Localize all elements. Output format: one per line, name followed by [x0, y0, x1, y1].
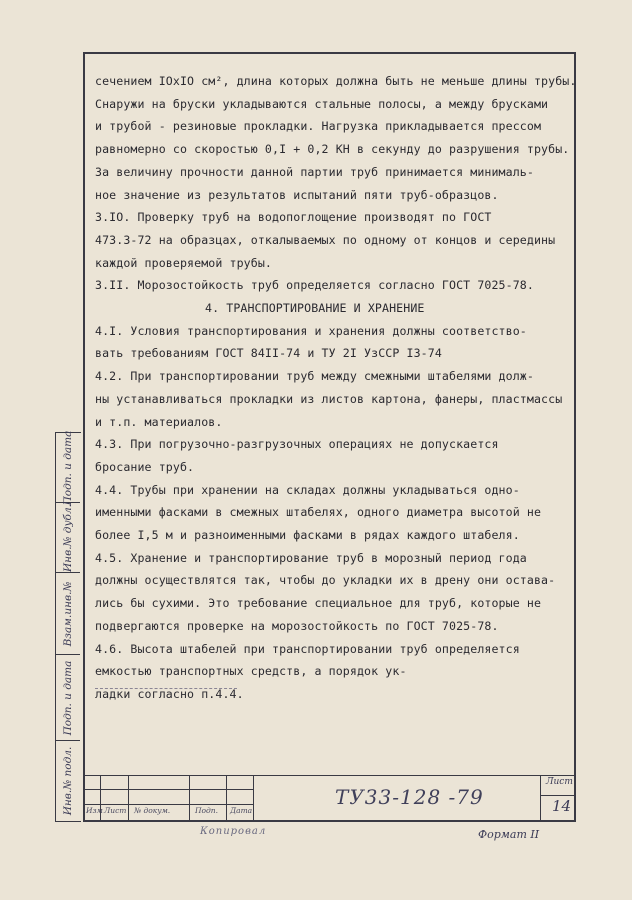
section-heading: 4. ТРАНСПОРТИРОВАНИЕ И ХРАНЕНИЕ — [205, 301, 425, 316]
text-line: должны осуществлятся так, чтобы до укладки их в дрену они остава- — [95, 573, 556, 588]
text-line: лись бы сухими. Это требование специальное для труб, которые не — [95, 596, 542, 611]
title-block-line — [83, 804, 253, 805]
text-line: За величину прочности данной партии труб принимается минималь- — [95, 164, 534, 179]
title-block-line — [128, 775, 129, 822]
text-line: подвергаются проверке на морозостойкость по ГОСТ 7025-78. — [95, 618, 499, 633]
blank-underline — [95, 688, 237, 689]
sheet-number: 14 — [552, 797, 572, 815]
text-line: каждой проверяемой трубы. — [95, 255, 273, 270]
sheet-label: Лист — [546, 777, 573, 787]
text-line: бросание труб. — [95, 459, 195, 474]
side-stamp-label: Подп. и дата — [62, 430, 74, 505]
side-stamp-cell — [56, 430, 80, 505]
title-block-col: Дата — [230, 806, 253, 815]
text-line: 4.5. Хранение и транспортирование труб в морозный период года — [95, 550, 527, 565]
title-block-line — [253, 775, 254, 822]
title-block-col: Лист — [104, 806, 127, 815]
text-line: ны устанавливаться прокладки из листов картона, фанеры, пластмассы — [95, 391, 563, 406]
body-text — [95, 70, 577, 706]
copied-by-label: Копировал — [200, 826, 267, 837]
text-line: именными фасками в смежных штабелях, одного диаметра высотой не — [95, 505, 542, 520]
text-line: 3.IO. Проверку труб на водопоглощение производят по ГОСТ — [95, 210, 492, 225]
text-line: 473.3-72 на образцах, откалываемых по одному от концов и середины — [95, 232, 556, 247]
title-block-line — [189, 775, 190, 822]
side-stamp-label: Подп. и дата — [62, 660, 74, 735]
document-code: ТУ33-128 -79 — [335, 785, 484, 809]
title-block-line — [540, 795, 576, 796]
text-line: более I,5 м и разноименными фасками в рядах каждого штабеля. — [95, 528, 520, 543]
text-line: равномерно со скоростью 0,I + 0,2 КН в секунду до разрушения трубы. — [95, 142, 570, 157]
title-block-line — [226, 775, 227, 822]
text-line: ное значение из результатов испытаний пяти труб-образцов. — [95, 187, 499, 202]
side-stamp-label: Инв.№ подл. — [62, 746, 74, 816]
text-line: и т.п. материалов. — [95, 414, 223, 429]
text-line: 4.6. Высота штабелей при транспортировании труб определяется — [95, 641, 520, 656]
title-block-line — [83, 775, 576, 776]
text-line: емкостью транспортных средств, а порядок ук- — [95, 664, 407, 679]
side-stamp-cell — [56, 655, 80, 741]
title-block-col: № докум. — [134, 806, 171, 815]
text-line: 4.I. Условия транспортирования и хранения должны соответство- — [95, 323, 527, 338]
side-stamp-label: Взам.инв.№ — [62, 581, 74, 646]
side-stamp-label: Инв.№ дубл. — [62, 503, 74, 572]
text-line: ладки согласно п.4.4. — [95, 686, 244, 701]
side-stamp-cell — [56, 503, 80, 573]
side-stamp-cell — [56, 573, 80, 655]
text-line: 3.II. Морозостойкость труб определяется согласно ГОСТ 7025-78. — [95, 278, 534, 293]
text-line: 4.2. При транспортировании труб между смежными штабелями долж- — [95, 369, 534, 384]
text-line: 4.4. Трубы при хранении на складах должны укладываться одно- — [95, 482, 520, 497]
side-stamp — [55, 432, 81, 822]
title-block-line — [540, 775, 541, 822]
text-line: вать требованиям ГОСТ 84II-74 и ТУ 2I УзССР I3-74 — [95, 346, 442, 361]
text-line: 4.3. При погрузочно-разгрузочных операциях не допускается — [95, 437, 499, 452]
title-block-col: Подп. — [195, 806, 219, 815]
title-block-line — [83, 789, 253, 790]
format-label: Формат II — [478, 828, 540, 841]
side-stamp-cell — [56, 741, 80, 821]
text-line: сечением IOxIO см², длина которых должна быть не меньше длины трубы. — [95, 74, 577, 88]
text-line: и трубой - резиновые прокладки. Нагрузка прикладывается прессом — [95, 119, 542, 134]
text-line: Снаружи на бруски укладываются стальные полосы, а между брусками — [95, 96, 549, 111]
title-block-col: Изм — [86, 806, 103, 815]
